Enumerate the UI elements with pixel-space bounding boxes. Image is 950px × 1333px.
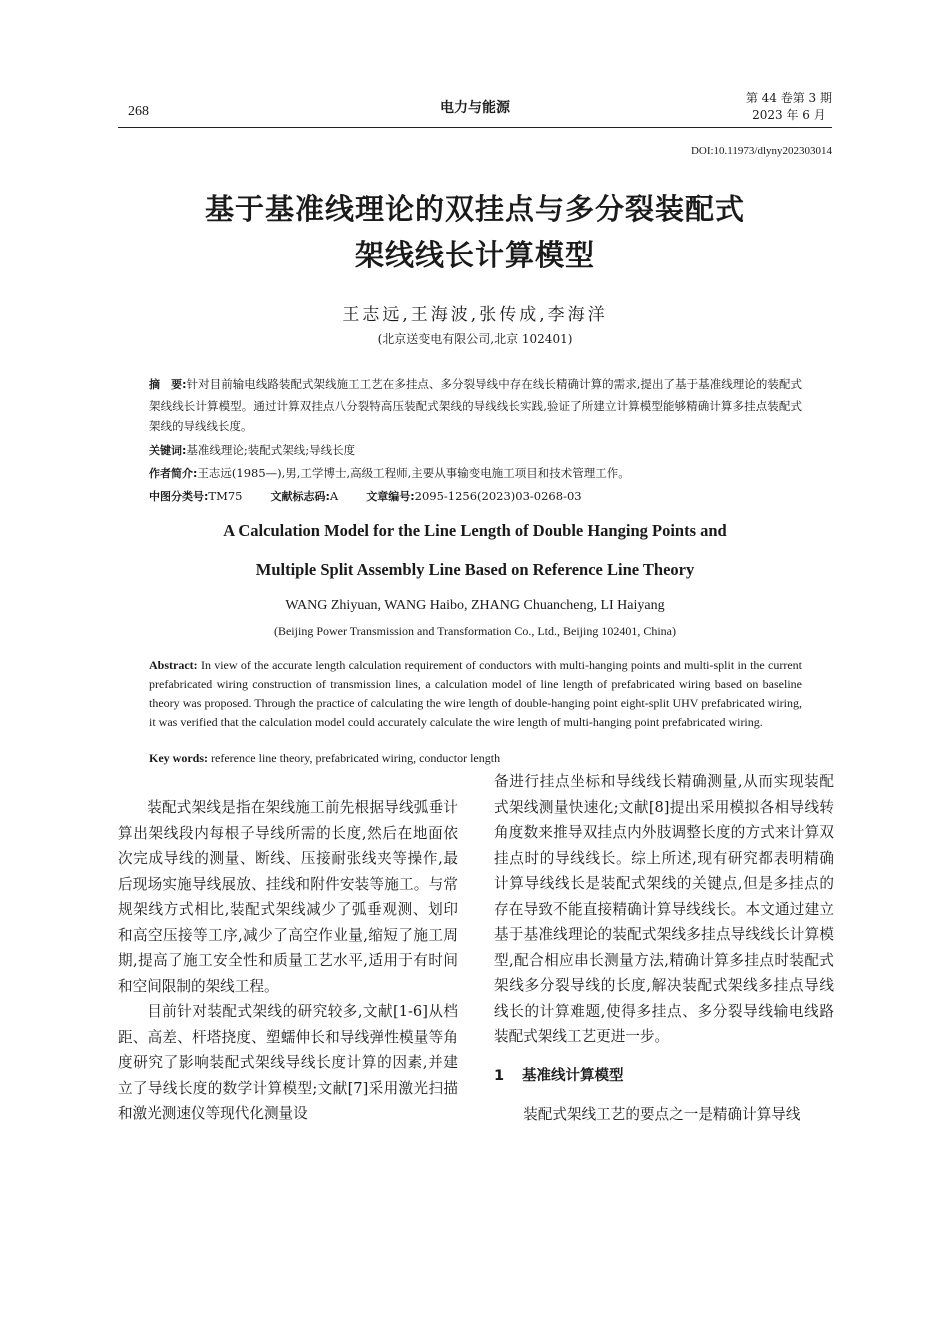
keywords-cn-label: 关键词: (149, 444, 187, 457)
paper-title-cn (0, 186, 950, 278)
body-column-right (494, 769, 834, 1128)
paper-title-en-line2: Multiple Split Assembly Line Based on Reference Line Theory (255, 560, 695, 579)
body-paragraph: 装配式架线是指在架线施工前先根据导线弧垂计算出架线段内每根子导线所需的长度,然后在地面依次完成导线的测量、断线、压接耐张线夹等操作,最后现场实施导线展放、挂线和附件安装等施工。与常规架线方式相比,装配式架线减少了弧垂观测、划印和高空压接等工序,减少了高空作业量,缩短了施工周期,提高了施工安全性和质量工艺水平,适用于有时间和空间限制的架线工程。 (118, 799, 458, 995)
body-paragraph: 目前针对装配式架线的研究较多,文献[1-6]从档距、高差、杆塔挠度、塑蠕伸长和导线弹性模量等角度研究了影响装配式架线导线长度计算的因素,并建立了导线长度的数学计算模型;文献[7]采用激光扫描和激光测速仪等现代化测量设 (118, 1003, 458, 1122)
abstract-cn-label: 摘 要: (149, 378, 187, 391)
paper-title-en (0, 511, 950, 589)
keywords-en (149, 751, 802, 766)
article-no-label: 文章编号: (366, 490, 415, 503)
doi: DOI:10.11973/dlyny202303014 (690, 145, 832, 157)
paper-title-cn-line1: 基于基准线理论的双挂点与多分裂装配式 (204, 192, 745, 226)
clc-label: 中图分类号: (149, 490, 209, 503)
keywords-cn-text: 基准线理论;装配式架线;导线长度 (186, 443, 356, 457)
affiliation-en: (Beijing Power Transmission and Transformation Co., Ltd., Beijing 102401, China) (273, 624, 676, 638)
authors-en: WANG Zhiyuan, WANG Haibo, ZHANG Chuancheng, LI Haiyang (285, 598, 665, 613)
body-paragraph: 备进行挂点坐标和导线线长精确测量,从而实现装配式架线测量快速化;文献[8]提出采用模拟各相导线转角度数来推导双挂点内外肢调整长度的方式来计算双挂点时的导线线长。综上所述,现有研究都表明精确计算导线线长是装配式架线的关键点,但是多挂点的存在导致不能直接精确计算导线线长。本文通过建立基于基准线理论的装配式架线多挂点导线线长计算模型,配合相应串长测量方法,精确计算多挂点时装配式架线多分裂导线的长度,解决装配式架线多挂点导线线长的计算难题,使得多挂点、多分裂导线输电线路装配式架线工艺更进一步。 (494, 773, 834, 1045)
section-title: 基准线计算模型 (522, 1067, 624, 1084)
author-bio (149, 465, 802, 481)
classification-line (149, 488, 802, 504)
author-bio-label: 作者简介: (149, 467, 198, 480)
keywords-en-label: Key words: (149, 751, 208, 765)
section-heading (494, 1064, 834, 1090)
authors-cn: 王志远,王海波,张传成,李海洋 (342, 305, 608, 325)
volume-issue: 第 44 卷第 3 期 (745, 91, 832, 105)
abstract-cn (149, 374, 802, 437)
author-bio-text: 王志远(1985—),男,工学博士,高级工程师,主要从事输变电施工项目和技术管理工作。 (197, 466, 630, 480)
paper-title-cn-line2: 架线线长计算模型 (354, 238, 595, 272)
body-paragraph: 装配式架线工艺的要点之一是精确计算导线 (523, 1106, 801, 1123)
page-number: 268 (128, 104, 149, 119)
abstract-en (149, 656, 802, 732)
section-number: 1 (494, 1067, 505, 1084)
body-column-left (118, 795, 458, 1127)
journal-title: 电力与能源 (440, 100, 510, 116)
issue-date: 2023 年 6 月 (752, 108, 826, 122)
keywords-cn (149, 442, 802, 458)
doc-code-value: A (329, 489, 339, 503)
article-no-value: 2095-1256(2023)03-0268-03 (414, 489, 582, 503)
keywords-en-text: reference line theory, prefabricated wiring, conductor length (208, 751, 501, 765)
paper-title-en-line1: A Calculation Model for the Line Length of Double Hanging Points and (223, 521, 727, 540)
doc-code-label: 文献标志码: (270, 490, 330, 503)
header-divider (118, 127, 832, 128)
clc-value: TM75 (208, 489, 243, 503)
affiliation-cn: (北京送变电有限公司,北京 102401) (377, 332, 573, 346)
abstract-en-text: In view of the accurate length calculation requirement of conductors with multi-hanging points and multi-split in the current prefabricated wiring construction of transmission lines, a calculation model of line length of prefabricated wiring based on baseline theory was proposed. Through the practice of calculating the wire length of double-hanging point eight-split UHV prefabricated wiring, it was verified that the calculation model could accurately calculate the wire length of multi-hanging point prefabricated wiring. (149, 658, 802, 729)
abstract-cn-text: 针对目前输电线路装配式架线施工工艺在多挂点、多分裂导线中存在线长精确计算的需求,提出了基于基准线理论的装配式架线线长计算模型。通过计算双挂点八分裂特高压装配式架线的导线线长实践,验证了所建立计算模型能够精确计算多挂点装配式架线的导线线长度。 (149, 377, 802, 433)
volume-issue-block (746, 90, 832, 124)
abstract-en-label: Abstract: (149, 658, 198, 672)
